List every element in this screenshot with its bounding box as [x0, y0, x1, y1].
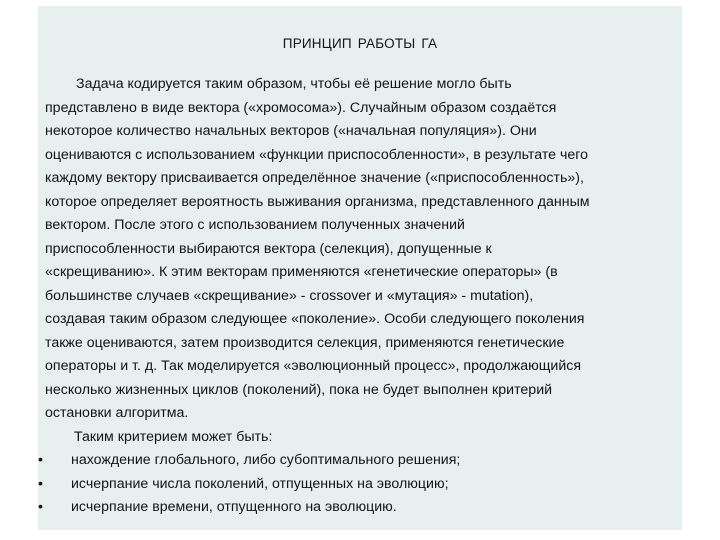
criteria-item — [38, 449, 680, 473]
bullet-icon: • — [38, 499, 43, 515]
criteria-item-text: исчерпание времени, отпущенного на эволюцию. — [71, 499, 397, 515]
paragraph-line: представлено в виде вектора («хромосома»). Случайным образом создаётся — [45, 99, 557, 116]
paragraph-line: которое определяет вероятность выживания организма, представленного данным — [45, 193, 590, 210]
criteria-item — [38, 496, 680, 520]
paragraph-line: оцениваются с использованием «функции приспособленности», в результате чего — [45, 146, 589, 163]
criteria-item-text: нахождение глобального, либо субоптимального решения; — [71, 452, 461, 468]
bullet-icon: • — [38, 452, 43, 468]
slide — [38, 6, 682, 530]
paragraph-line: «скрещиванию». К этим векторам применяются «генетические операторы» (в — [45, 264, 558, 280]
paragraph-line: также оцениваются, затем производится селекция, применяются генетические — [45, 334, 565, 351]
criteria-item — [38, 473, 680, 497]
paragraph-line: вектором. После этого с использованием полученных значений — [45, 217, 465, 233]
paragraph-line: большинстве случаев «скрещивание» - crossover и «мутация» - mutation), — [45, 287, 534, 304]
slide-title: ПРИНЦИП РАБОТЫ ГА — [282, 36, 438, 51]
paragraph-line: некоторое количество начальных векторов («начальная популяция»). Они — [45, 123, 537, 139]
criteria-item-text: исчерпание числа поколений, отпущенных на эволюцию; — [71, 475, 449, 492]
paragraph-line: создавая таким образом следующее «поколение». Особи следующего поколения — [45, 311, 585, 327]
paragraph-line: операторы и т. д. Так моделируется «эволюционный процесс», продолжающийся — [45, 358, 582, 374]
paragraph-line: остановки алгоритма. — [45, 405, 189, 421]
bullet-icon: • — [38, 475, 43, 492]
paragraph-line: несколько жизненных циклов (поколений), пока не будет выполнен критерий — [45, 381, 553, 398]
criteria-intro: Таким критерием может быть: — [74, 428, 273, 445]
slide-body — [38, 73, 680, 520]
paragraph-line: каждому вектору присваивается определённое значение («приспособленность»), — [45, 170, 584, 186]
paragraph-line: приспособленности выбираются вектора (селекция), допущенные к — [45, 240, 492, 257]
paragraph-line: Задача кодируется таким образом, чтобы её решение могло быть — [76, 76, 512, 92]
